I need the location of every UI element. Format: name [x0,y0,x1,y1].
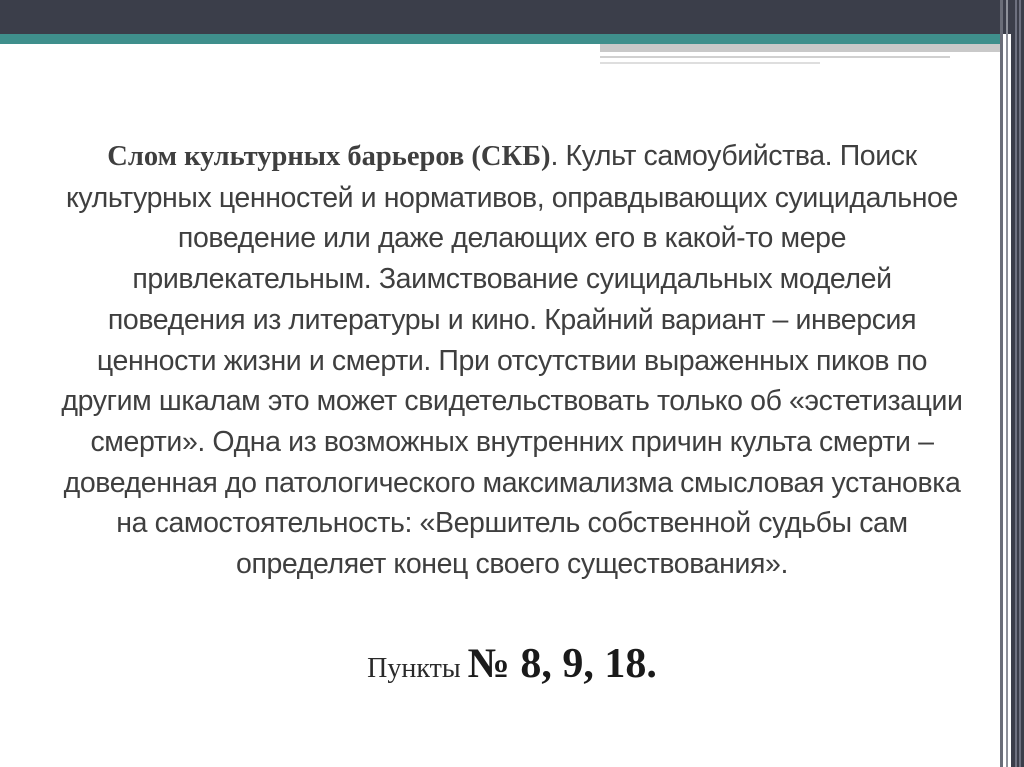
right-edge-line-4 [1019,0,1021,767]
slide-body [60,136,964,585]
decor-line-2 [600,62,820,64]
points-value: № 8, 9, 18. [467,641,657,687]
right-edge-line-1 [1000,0,1003,767]
grey-stripe [600,44,1000,52]
accent-stripe [0,34,1000,44]
decor-line [600,56,950,58]
slide-body-text: . Культ самоубийства. Поиск культурных ценностей и нормативов, оправдывающих суицидальное поведение или даже делающих его в какой-то мере привлекательным. Заимствование суицидальных моделей поведения из литературы и кино. Крайний вариант – инверсия ценности жизни и смерти. При отсутствии выраженных пиков по другим шкалам это может свидетельствовать только об «эстетизации смерти». Одна из возможных внутренних причин культа смерти – доведенная до патологического максимализма смысловая установка на самостоятельность: «Вершитель собственной судьбы сам определяет конец своего существования». [61,140,963,581]
points-label: Пункты [367,653,468,684]
right-edge-line-3 [1015,0,1017,767]
right-edge-line-2 [1006,0,1008,767]
right-edge-bar [1011,0,1024,767]
slide-lead-heading: Слом культурных барьеров (СКБ) [107,141,551,172]
points-line [60,640,964,688]
header-band [0,0,1024,34]
